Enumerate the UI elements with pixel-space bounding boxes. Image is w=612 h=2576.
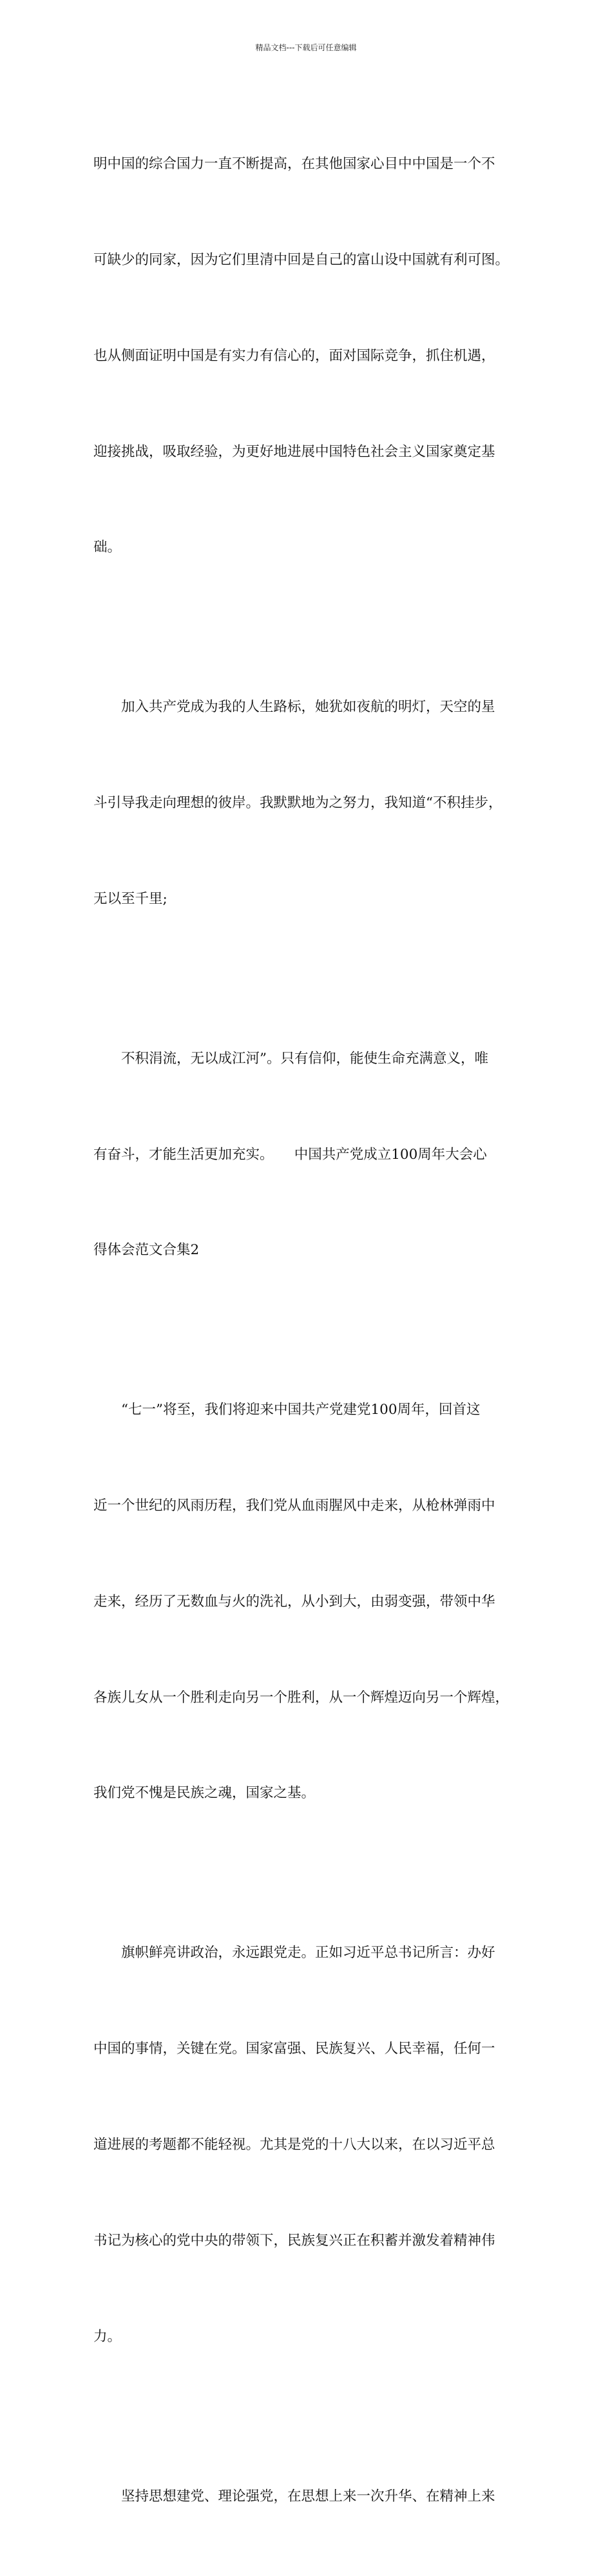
text-line: 迎接挑战，吸取经验，为更好地进展中国特色社会主义国家奠定基 [93, 443, 495, 460]
paragraph-3 [93, 979, 531, 1331]
text-line: 近一个世纪的风雨历程，我们党从血雨腥风中走来，从枪林弹雨中 [93, 1498, 495, 1514]
text-line: 不积涓流，无以成江河”。只有信仰，能使生命充满意义，唯 [121, 1050, 488, 1067]
text-line: “七一”将至，我们将迎来中国共产党建党100周年，回首这 [121, 1402, 481, 1418]
paragraph-5 [93, 1873, 531, 2416]
page-header: 精品文档---下载后可任意编辑 [255, 43, 357, 52]
text-line: 也从侧面证明中国是有实力有信心的，面对国际竞争，抓住机遇， [93, 347, 495, 364]
text-line: 中国的事情，关键在党。国家富强、民族复兴、人民幸福，任何一 [93, 2041, 495, 2057]
text-line: 础。 [93, 539, 122, 556]
text-line: 得体会范文合集2 [93, 1242, 200, 1259]
document-body [93, 84, 531, 2576]
text-line: 斗引导我走向理想的彼岸。我默默地为之努力，我知道“不积挂步， [93, 795, 502, 812]
text-line: 书记为核心的党中央的带领下，民族复兴正在积蓄并激发着精神伟 [93, 2232, 495, 2249]
text-line: 我们党不愧是民族之魂，国家之基。 [93, 1785, 316, 1802]
text-line: 各族儿女从一个胜利走向另一个胜利，从一个辉煌迈向另一个辉煌， [93, 1689, 510, 1706]
text-line: 明中国的综合国力一直不断提高，在其他国家心目中中国是一个不 [93, 156, 495, 173]
text-line: 加入共产党成为我的人生路标，她犹如夜航的明灯，天空的星 [121, 699, 495, 716]
paragraph-6 [93, 2416, 531, 2576]
text-line: 无以至千里; [93, 890, 167, 907]
paragraph-4 [93, 1330, 531, 1873]
text-line: 走来，经历了无数血与火的洗礼，从小到大，由弱变强，带领中华 [93, 1593, 495, 1610]
text-line: 旗帜鲜亮讲政治，永远跟党走。正如习近平总书记所言：办好 [121, 1945, 495, 1961]
text-line: 有奋斗，才能生活更加充实。 中国共产党成立100周年大会心 [93, 1146, 487, 1163]
text-line: 道进展的考题都不能轻视。尤其是党的十八大以来，在以习近平总 [93, 2137, 495, 2153]
text-line: 可缺少的同家，因为它们里清中回是自己的富山设中国就有利可图。 [93, 251, 510, 268]
paragraph-2 [93, 627, 531, 979]
paragraph-1 [93, 84, 531, 627]
text-line: 力。 [93, 2328, 122, 2345]
text-line: 坚持思想建党、理论强党，在思想上来一次升华、在精神上来 [121, 2488, 495, 2504]
